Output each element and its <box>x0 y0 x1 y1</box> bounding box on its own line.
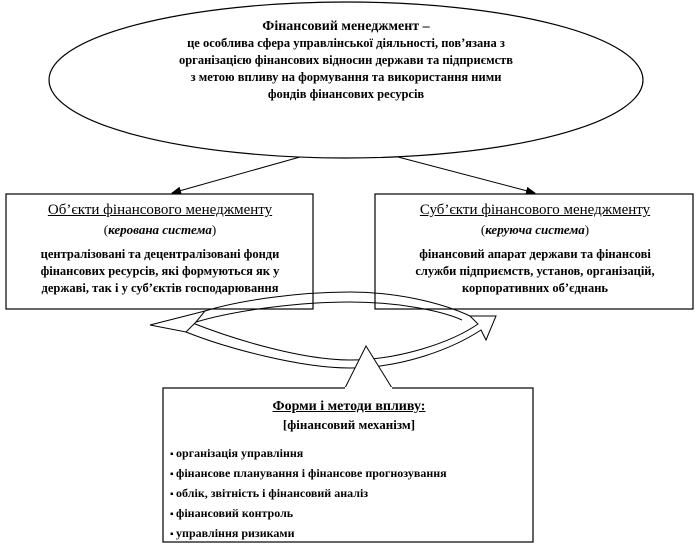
method-item: ▪ організація управління <box>170 444 528 464</box>
interaction-loop-arrow <box>186 316 496 368</box>
definition-text <box>120 18 572 103</box>
objects-line-2: фінансових ресурсів, які формуються як у <box>40 264 280 278</box>
methods-subtitle: [фінансовий механізм] <box>282 417 416 432</box>
subjects-line-2: служби підприємств, установ, організацій, <box>415 264 655 278</box>
methods-list <box>170 444 528 544</box>
methods-title: Форми і методи впливу: <box>272 399 426 414</box>
method-item: ▪ облік, звітність і фінансовий аналіз <box>170 484 528 504</box>
objects-line-1: централізовані та децентралізовані фонди <box>40 247 280 261</box>
method-item: ▪ фінансовий контроль <box>170 504 528 524</box>
objects-subtitle: (керована система) <box>103 222 217 237</box>
method-item: ▪ управління ризиками <box>170 524 528 544</box>
subjects-line-3: корпоративних об’єднань <box>461 281 609 295</box>
subjects-subtitle: (керуюча система) <box>480 222 590 237</box>
objects-text <box>10 200 310 297</box>
objects-title: Об’єкти фінансового менеджменту <box>47 202 273 218</box>
method-item: ▪ фінансове планування і фінансове прогнозування <box>170 464 528 484</box>
arrow-to-objects <box>172 157 300 193</box>
definition-line-4: фондів фінансових ресурсів <box>267 87 425 101</box>
definition-line-2: організацією фінансових відносин держави та підприємств <box>178 53 514 67</box>
definition-line-1: це особлива сфера управлінської діяльності, пов’язана з <box>187 36 505 50</box>
definition-line-3: з метою впливу на формування та використання ними <box>190 70 502 84</box>
subjects-text <box>380 200 690 297</box>
subjects-title: Суб’єкти фінансового менеджменту <box>419 202 651 218</box>
definition-title: Фінансовий менеджмент – <box>262 19 430 34</box>
subjects-line-1: фінансовий апарат держави та фінансові <box>419 247 651 261</box>
objects-line-3: державі, так і у суб’єктів господарювання <box>41 281 279 295</box>
methods-text <box>170 398 528 544</box>
arrow-to-subjects <box>398 157 535 193</box>
